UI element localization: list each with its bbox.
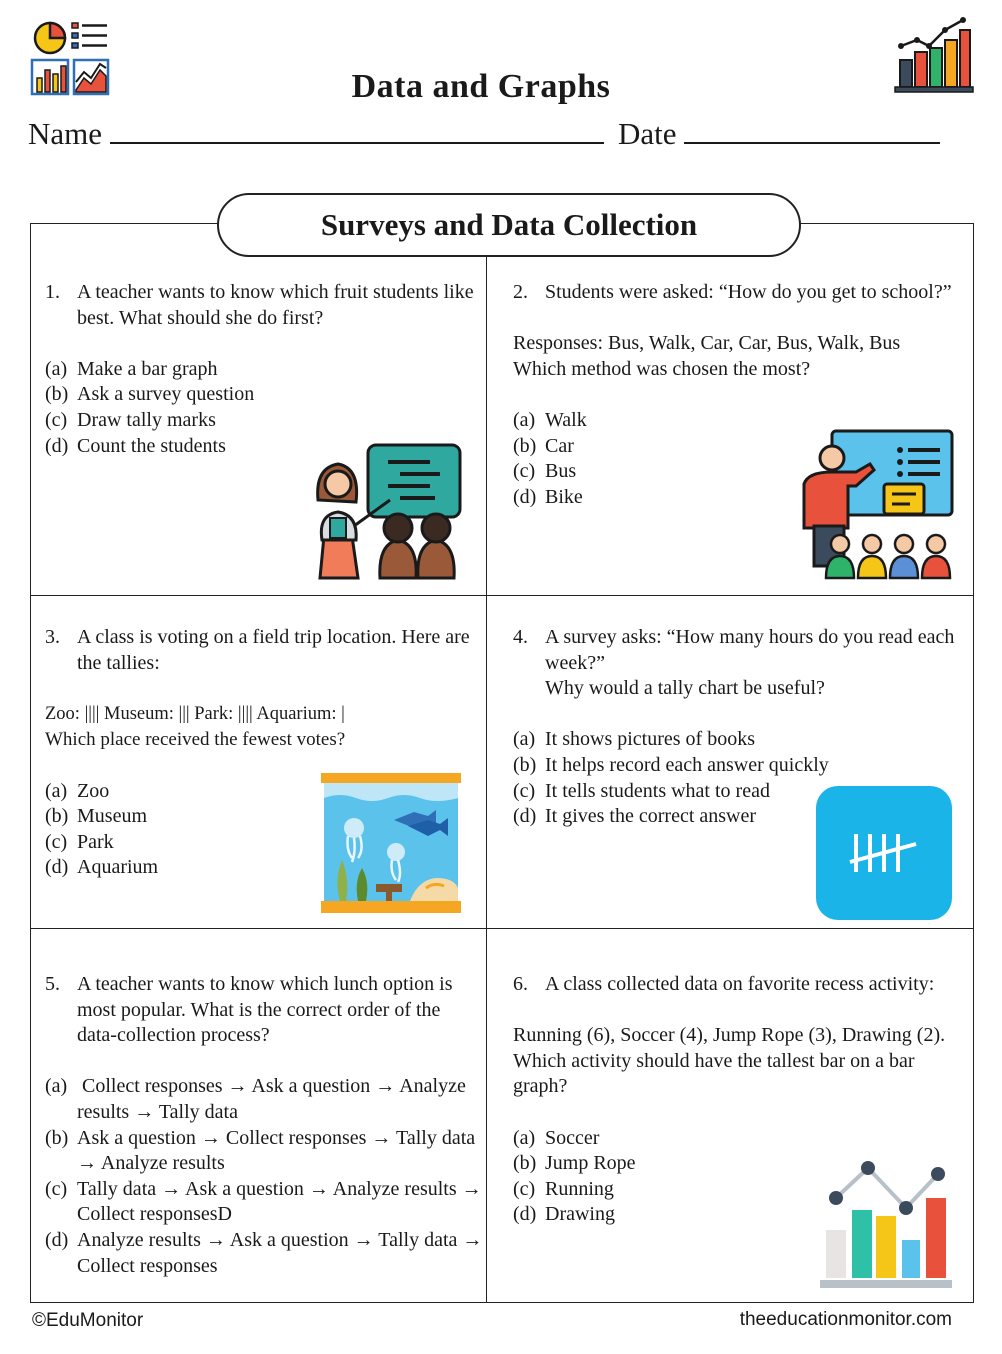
option-d[interactable]: (d) Count the students — [45, 434, 226, 457]
question-number: 1. — [45, 281, 60, 303]
question-data: Zoo: |||| Museum: ||| Park: |||| Aquarium: | — [45, 703, 345, 724]
option-c[interactable]: (c) Park — [45, 830, 114, 853]
option-d[interactable]: (d) Bike — [513, 485, 583, 508]
date-field[interactable] — [618, 116, 940, 152]
website-link[interactable]: theeducationmonitor.com — [739, 1309, 952, 1330]
option-b[interactable]: (b) Museum — [45, 805, 147, 828]
option-b[interactable]: (b) Ask a survey question — [45, 383, 255, 406]
question-stem: A survey asks: “How many hours do you read each week?” — [545, 626, 955, 674]
option-c[interactable]: (c) It tells students what to read — [513, 779, 770, 802]
option-a[interactable]: (a) Zoo — [45, 779, 110, 802]
name-label: Name — [28, 116, 103, 151]
question-number: 2. — [513, 281, 528, 303]
aquarium-icon — [318, 770, 464, 916]
option-a[interactable]: (a) Walk — [513, 408, 587, 431]
option-c[interactable]: (c) Tally data → Ask a question → Analyze results → Collect responsesD — [45, 1177, 482, 1226]
question-stem: A teacher wants to know which lunch option is most popular. What is the correct order of the data-collection process? — [77, 973, 453, 1047]
question-stem: A class is voting on a field trip location. Here are the tallies: — [77, 626, 470, 674]
option-a[interactable]: (a) Collect responses → Ask a question → Analyze results → Tally data — [45, 1075, 471, 1123]
name-field[interactable] — [28, 116, 604, 152]
page-title: Data and Graphs — [351, 68, 611, 105]
option-b[interactable]: (b) Ask a question → Collect responses → Tally data → Analyze results — [45, 1126, 476, 1175]
name-blank[interactable] — [110, 116, 604, 144]
option-d[interactable]: (d) Drawing — [513, 1203, 615, 1226]
question-number: 5. — [45, 973, 60, 995]
question-prompt: Which activity should have the tallest bar on a bar graph? — [513, 1049, 915, 1098]
option-a[interactable]: (a) Make a bar graph — [45, 357, 218, 380]
question-prompt: Which method was chosen the most? — [513, 357, 811, 380]
question-stem: Students were asked: “How do you get to school?” — [545, 281, 952, 303]
question-1 — [45, 280, 477, 459]
option-b[interactable]: (b) Jump Rope — [513, 1152, 636, 1175]
option-c[interactable]: (c) Draw tally marks — [45, 408, 216, 431]
question-number: 3. — [45, 626, 60, 648]
option-b[interactable]: (b) Car — [513, 434, 574, 457]
question-stem: A class collected data on favorite recess activity: — [545, 973, 935, 995]
option-d[interactable]: (d) It gives the correct answer — [513, 805, 757, 828]
date-blank[interactable] — [684, 116, 940, 144]
option-b[interactable]: (b) It helps record each answer quickly — [513, 753, 829, 776]
grid-divider-row1 — [30, 595, 974, 596]
presentation-audience-icon — [800, 428, 956, 580]
option-a[interactable]: (a) It shows pictures of books — [513, 728, 755, 751]
teacher-presenting-icon — [310, 440, 470, 582]
question-number: 6. — [513, 973, 528, 995]
question-5 — [45, 972, 485, 1279]
option-d[interactable]: (d) Analyze results → Ask a question → Tally data → Collect responses — [45, 1228, 483, 1277]
section-title: Surveys and Data Collection — [320, 207, 698, 242]
question-data: Responses: Bus, Walk, Car, Car, Bus, Walk, Bus — [513, 332, 901, 355]
grid-divider-vertical — [486, 250, 487, 1303]
question-stem: A teacher wants to know which fruit students like best. What should she do first? — [77, 281, 474, 329]
question-number: 4. — [513, 626, 528, 648]
tally-marks-icon — [816, 786, 952, 920]
question-prompt: Why would a tally chart be useful? — [545, 677, 825, 700]
grid-divider-row2 — [30, 928, 974, 929]
option-c[interactable]: (c) Bus — [513, 460, 577, 483]
bar-line-chart-icon — [816, 1158, 956, 1292]
date-label: Date — [618, 116, 677, 151]
option-d[interactable]: (d) Aquarium — [45, 856, 159, 879]
copyright-text: ©EduMonitor — [32, 1310, 144, 1331]
question-prompt: Which place received the fewest votes? — [45, 729, 346, 751]
section-title-banner — [217, 193, 801, 257]
option-c[interactable]: (c) Running — [513, 1177, 614, 1200]
option-a[interactable]: (a) Soccer — [513, 1126, 600, 1149]
question-data: Running (6), Soccer (4), Jump Rope (3), Drawing (2). — [513, 1024, 946, 1047]
